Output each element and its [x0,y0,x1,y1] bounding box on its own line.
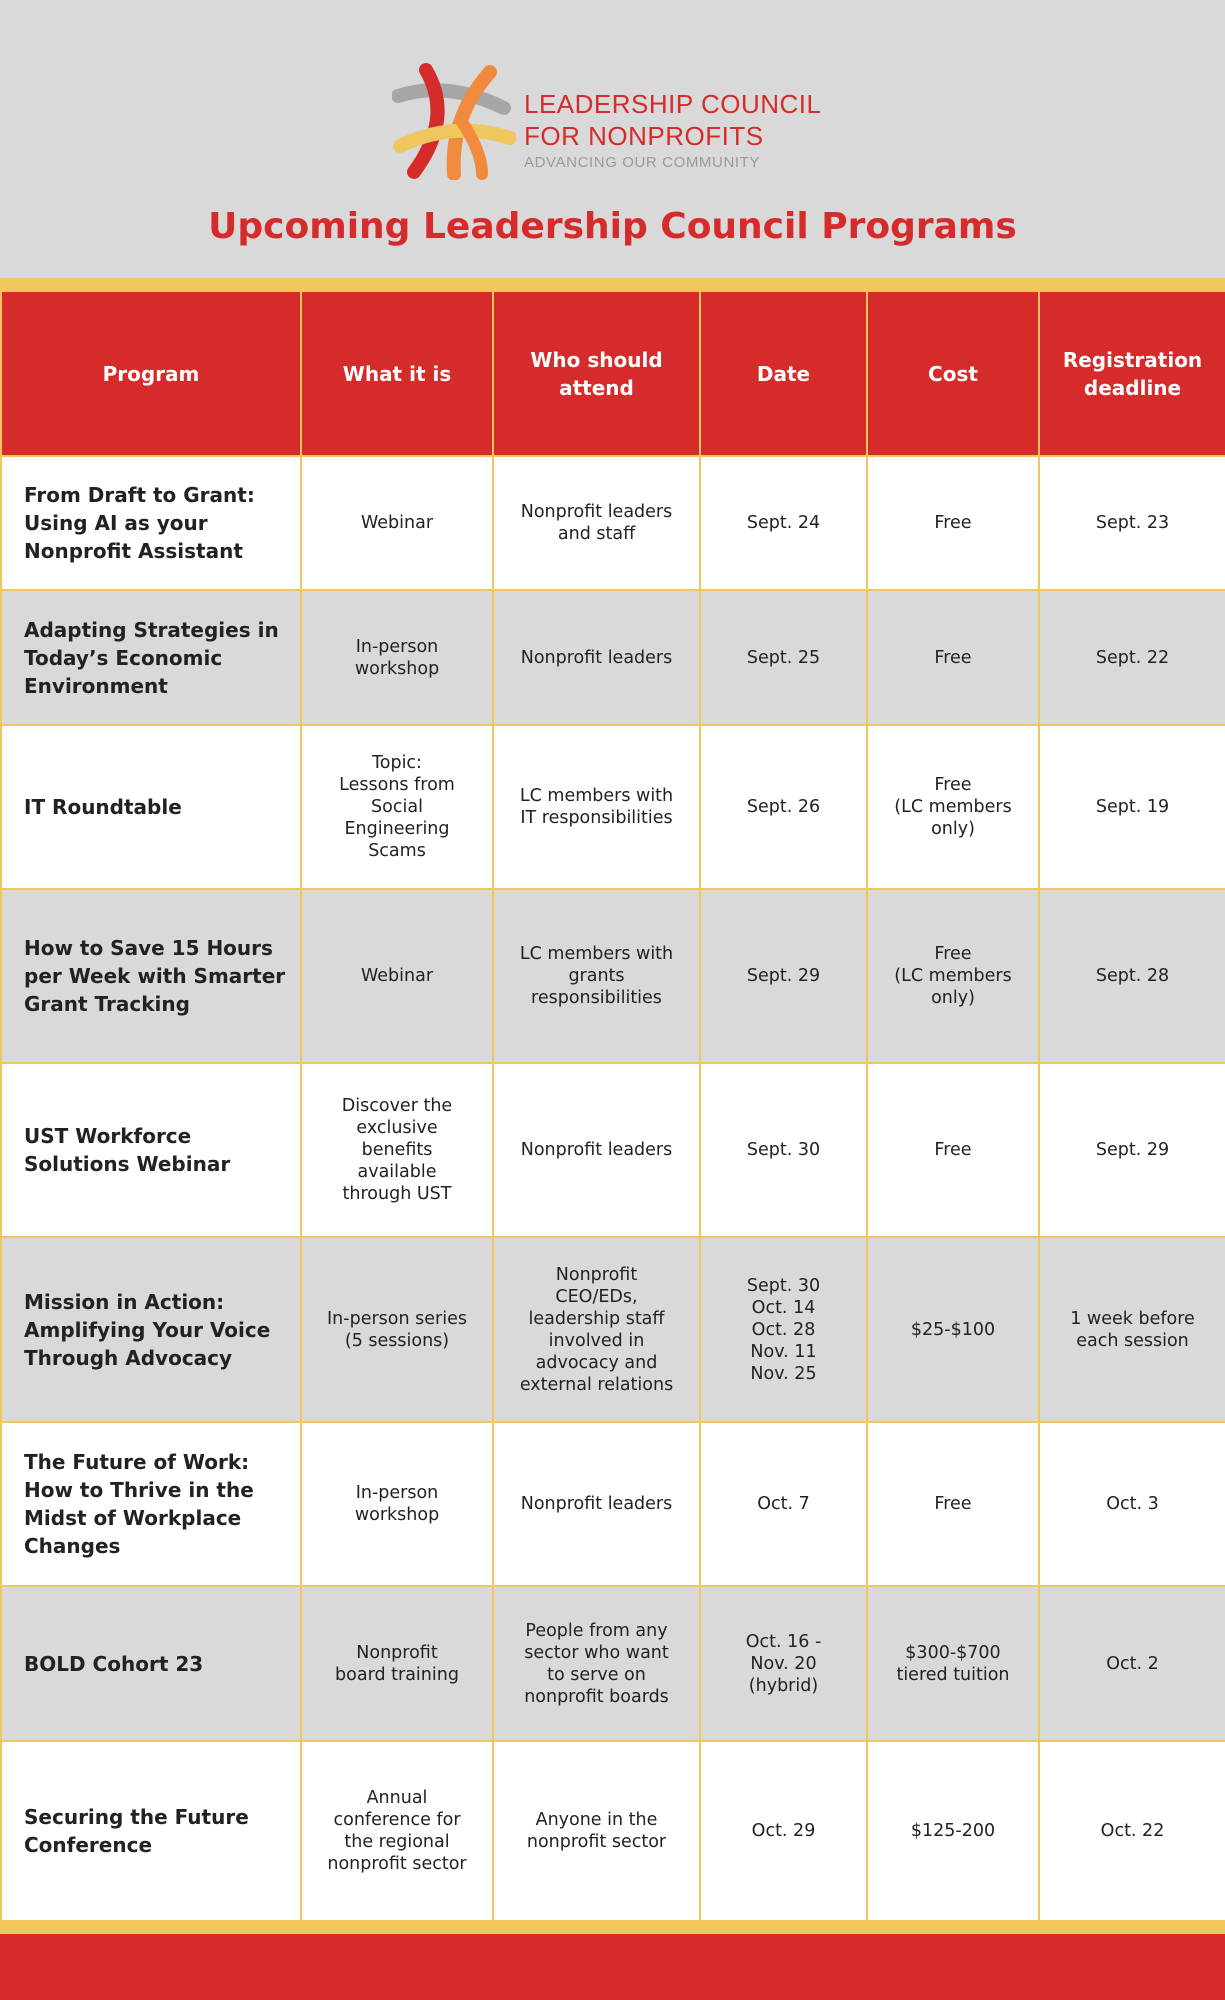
table-row [1,1586,1225,1741]
column-header-deadline: Registration deadline [1039,291,1225,456]
program-name: Adapting Strategies in Today’s Economic Environment [1,590,301,725]
logo [392,62,832,182]
program-type: Nonprofit board training [301,1586,493,1741]
program-type: Webinar [301,889,493,1063]
program-name: UST Workforce Solutions Webinar [1,1063,301,1237]
program-name: BOLD Cohort 23 [1,1586,301,1741]
program-type: Discover the exclusive benefits available through UST [301,1063,493,1237]
table-row [1,1422,1225,1586]
column-header-who: Who should attend [493,291,700,456]
table-row [1,590,1225,725]
program-deadline: Sept. 28 [1039,889,1225,1063]
program-deadline: Sept. 23 [1039,456,1225,590]
program-deadline: Oct. 3 [1039,1422,1225,1586]
top-divider [0,278,1225,290]
program-cost: $125-200 [867,1741,1039,1921]
program-type: Annual conference for the regional nonprofit sector [301,1741,493,1921]
program-type: In-person workshop [301,590,493,725]
brand-line-2: FOR NONPROFITS [524,121,764,151]
header [0,0,1225,278]
program-audience: Nonprofit leaders [493,1063,700,1237]
program-date: Sept. 24 [700,456,867,590]
program-cost: Free [867,590,1039,725]
table-row [1,456,1225,590]
program-type: Webinar [301,456,493,590]
footer-band [0,1934,1225,2000]
program-cost: Free [867,1063,1039,1237]
program-date: Oct. 16 - Nov. 20 (hybrid) [700,1586,867,1741]
column-header-what: What it is [301,291,493,456]
program-audience: Nonprofit CEO/EDs, leadership staff involved in advocacy and external relations [493,1237,700,1422]
leadership-council-logo-icon [392,62,516,180]
table-header-row [1,291,1225,456]
program-audience: Nonprofit leaders [493,1422,700,1586]
program-date: Sept. 30 Oct. 14 Oct. 28 Nov. 11 Nov. 25 [700,1237,867,1422]
program-cost: Free (LC members only) [867,725,1039,889]
column-header-program: Program [1,291,301,456]
programs-table [0,290,1225,1922]
program-date: Sept. 26 [700,725,867,889]
program-date: Oct. 7 [700,1422,867,1586]
program-name: How to Save 15 Hours per Week with Smarter Grant Tracking [1,889,301,1063]
program-date: Sept. 30 [700,1063,867,1237]
program-audience: LC members with grants responsibilities [493,889,700,1063]
bottom-divider [0,1920,1225,1934]
program-audience: People from any sector who want to serve on nonprofit boards [493,1586,700,1741]
program-cost: Free [867,1422,1039,1586]
table-row [1,1741,1225,1921]
program-audience: Nonprofit leaders [493,590,700,725]
program-name: Mission in Action: Amplifying Your Voice Through Advocacy [1,1237,301,1422]
logo-text [524,88,822,171]
program-name: The Future of Work: How to Thrive in the Midst of Workplace Changes [1,1422,301,1586]
program-type: In-person series (5 sessions) [301,1237,493,1422]
program-audience: LC members with IT responsibilities [493,725,700,889]
program-cost: Free [867,456,1039,590]
program-type: In-person workshop [301,1422,493,1586]
program-deadline: Sept. 22 [1039,590,1225,725]
program-name: From Draft to Grant: Using AI as your Nonprofit Assistant [1,456,301,590]
program-audience: Nonprofit leaders and staff [493,456,700,590]
table-row [1,1237,1225,1422]
program-audience: Anyone in the nonprofit sector [493,1741,700,1921]
program-date: Sept. 29 [700,889,867,1063]
table-row [1,725,1225,889]
column-header-cost: Cost [867,291,1039,456]
program-name: Securing the Future Conference [1,1741,301,1921]
page-title: Upcoming Leadership Council Programs [208,206,1017,247]
table-row [1,1063,1225,1237]
program-type: Topic: Lessons from Social Engineering Scams [301,725,493,889]
table-row [1,889,1225,1063]
program-deadline: Sept. 29 [1039,1063,1225,1237]
brand-line-1: LEADERSHIP COUNCIL [524,89,822,119]
brand-tagline: ADVANCING OUR COMMUNITY [524,154,761,171]
program-cost: $300-$700 tiered tuition [867,1586,1039,1741]
program-deadline: Oct. 2 [1039,1586,1225,1741]
program-date: Sept. 25 [700,590,867,725]
program-cost: $25-$100 [867,1237,1039,1422]
program-name: IT Roundtable [1,725,301,889]
program-deadline: 1 week before each session [1039,1237,1225,1422]
program-date: Oct. 29 [700,1741,867,1921]
program-cost: Free (LC members only) [867,889,1039,1063]
program-deadline: Oct. 22 [1039,1741,1225,1921]
column-header-date: Date [700,291,867,456]
program-deadline: Sept. 19 [1039,725,1225,889]
